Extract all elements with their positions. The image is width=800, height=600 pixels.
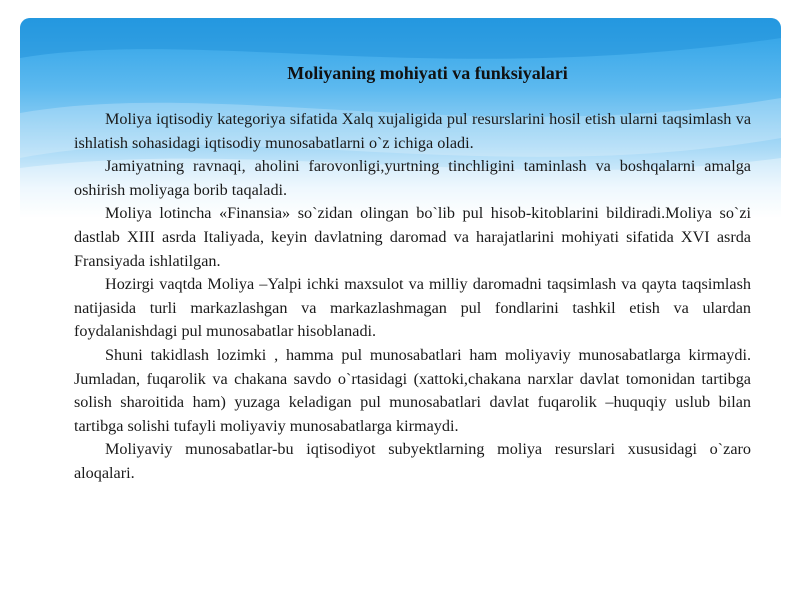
paragraph-2: Jamiyatning ravnaqi, aholini farovonligi,yurtning tinchligini taminlash va boshqalarni amalga oshirish moliyaga borib taqaladi. <box>74 157 751 199</box>
paragraph-3: Moliya lotincha «Finansia» so`zidan olingan bo`lib pul hisob-kitoblarini bildiradi.Moliya so`zi dastlab XIII asrda Italiyada, keyin davlatning daromad va harajatlarini mohiyati sifatida XVI asrda Fransiyada ishlatilgan. <box>74 204 751 270</box>
slide-content <box>74 58 751 486</box>
paragraph-6: Moliyaviy munosabatlar-bu iqtisodiyot subyektlarning moliya resurslari xususidagi o`zaro aloqalari. <box>74 440 751 482</box>
slide-title: Moliyaning mohiyati va funksiyalari <box>287 63 568 83</box>
paragraph-1: Moliya iqtisodiy kategoriya sifatida Xalq xujaligida pul resurslarini hosil etish ularni taqsimlash va ishlatish sohasidagi iqtisodiy munosabatlarni o`z ichiga oladi. <box>74 110 751 152</box>
paragraph-4: Hozirgi vaqtda Moliya –Yalpi ichki maxsulot va milliy daromadni taqsimlash va qayta taqsimlash natijasida turli markazlashgan va markazlashmagan pul fondlarini tashkil etish va ulardan foydalanishdagi pul munosabatlar hisoblanadi. <box>74 275 751 341</box>
paragraph-5: Shuni takidlash lozimki , hamma pul munosabatlari ham moliyaviy munosabatlarga kirmaydi. Jumladan, fuqarolik va chakana savdo o`rtasidagi (xattoki,chakana narxlar davlat tomonidan tartibga solish sharoitida ham) yuzaga keladigan pul munosabatlari davlat fuqarolik –huquqiy uslub bilan tartibga solishi tufayli moliyaviy munosabatlarga kirmaydi. <box>74 345 751 435</box>
